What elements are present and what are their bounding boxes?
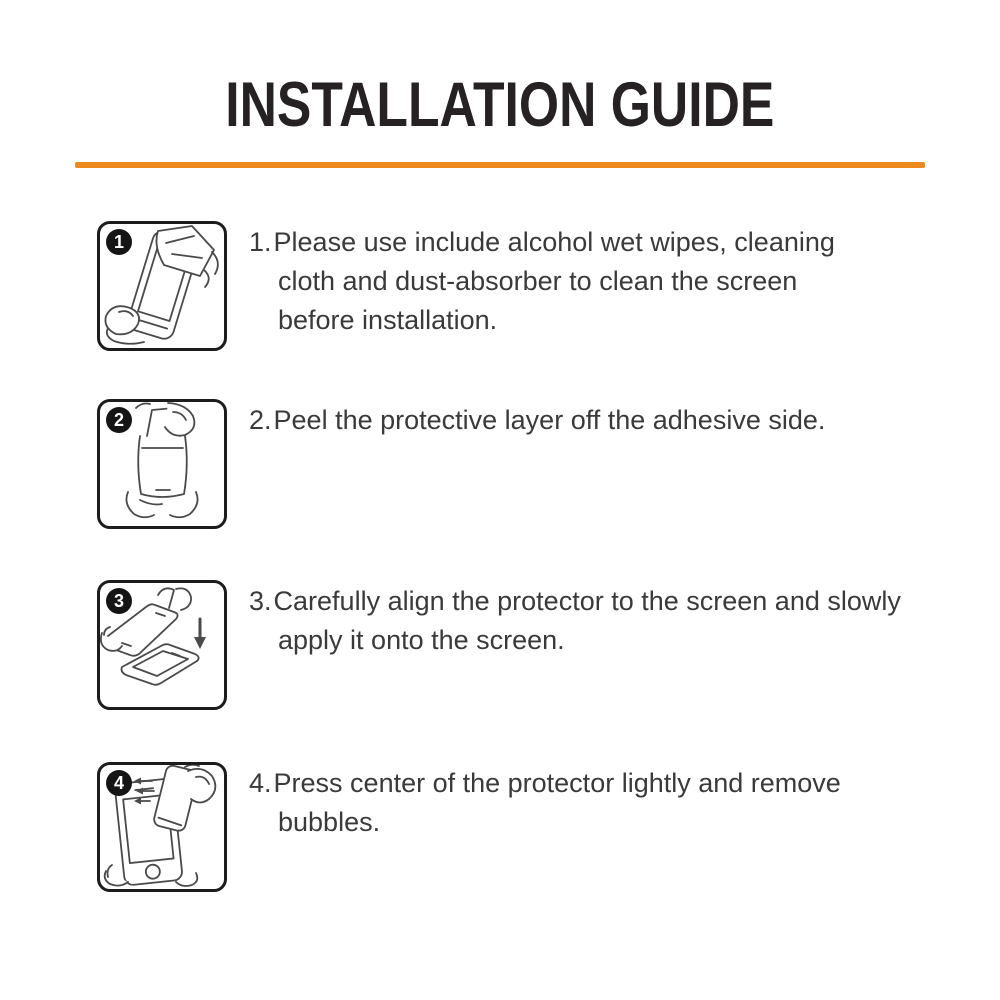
- step4-illustration-box: [97, 762, 227, 892]
- step1-line1: Please use include alcohol wet wipes, cleaning: [273, 227, 835, 257]
- step2-number-label: 2.: [249, 405, 272, 435]
- step1-line3: before installation.: [278, 305, 498, 335]
- step-row-4: [97, 762, 841, 892]
- page-title: [0, 70, 1000, 140]
- step2-text: [249, 399, 825, 440]
- step2-number-badge: 2: [106, 407, 132, 433]
- step3-illustration-box: [97, 580, 227, 710]
- step3-line2: apply it onto the screen.: [278, 625, 565, 655]
- step3-number-label: 3.: [249, 586, 272, 616]
- step3-text: [249, 580, 901, 660]
- step1-number-label: 1.: [249, 227, 272, 257]
- step1-text: [249, 221, 835, 340]
- step1-illustration-box: [97, 221, 227, 351]
- title-divider: [75, 162, 925, 168]
- step4-line2: bubbles.: [278, 807, 381, 837]
- step3-number-badge: 3: [106, 588, 132, 614]
- step4-number-badge: 4: [106, 770, 132, 796]
- step2-line1: Peel the protective layer off the adhesive side.: [273, 405, 826, 435]
- step4-line1: Press center of the protector lightly and remove: [273, 768, 841, 798]
- step-row-2: [97, 399, 825, 529]
- step2-illustration-box: [97, 399, 227, 529]
- down-arrow-icon: [194, 619, 206, 649]
- step4-text: [249, 762, 841, 842]
- step4-number-label: 4.: [249, 768, 272, 798]
- step-row-1: [97, 221, 835, 351]
- step3-line1: Carefully align the protector to the screen and slowly: [273, 586, 901, 616]
- page-title-text: INSTALLATION GUIDE: [225, 70, 775, 140]
- step1-line2: cloth and dust-absorber to clean the screen: [278, 266, 798, 296]
- step1-number-badge: 1: [106, 229, 132, 255]
- step-row-3: [97, 580, 901, 710]
